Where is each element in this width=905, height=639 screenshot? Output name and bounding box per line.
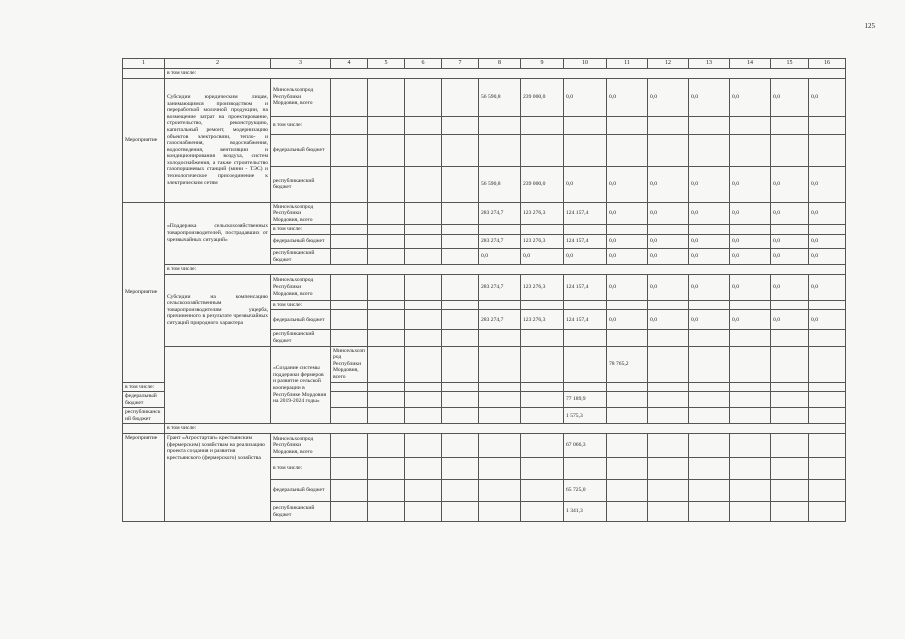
measure-description: Субсидии юридическим лицам, занимающимся производством и переработкой молочной продукции, на возмещение затрат на проектирование, строительство, реконструкцию, капитальный ремонт, модернизацию объектов электросвязи, тепло- и газоснабжения, водоснабжения, водоотведения, вентиляции и кондиционирования воздуха, систем холодоснабжения, а также строительство газопоршневых станций (мини - ТЭС) и технологическое присоединение к электрическим сетям: [165, 78, 271, 202]
funding-source: Минсельхозпрод Республики Мордовия, всего: [271, 202, 331, 225]
value-cell: 0,0: [730, 248, 771, 264]
funding-source: в том числе:: [271, 300, 331, 310]
funding-source: Минсельхозпрод Республики Мордовия, всего: [271, 274, 331, 300]
funding-source: республиканский бюджет: [271, 330, 331, 346]
value-cell: 0,0: [689, 310, 730, 330]
table-row: [123, 346, 846, 382]
value-cell: 0,0: [730, 202, 771, 225]
value-cell: 0,0: [689, 202, 730, 225]
value-cell: 0,0: [771, 310, 809, 330]
measure-description: Грант «Агростартап» крестьянским (фермерским) хозяйствам на реализацию проекта создания и развития крестьянского (фермерского) хозяйства: [165, 434, 271, 522]
value-cell: 0,0: [648, 78, 689, 116]
col-header: 10: [564, 59, 607, 69]
value-cell: 124 157,4: [564, 310, 607, 330]
value-cell: 0,0: [648, 274, 689, 300]
col-header: 15: [771, 59, 809, 69]
value-cell: 0,0: [564, 78, 607, 116]
value-cell: 56 590,8: [479, 166, 521, 202]
funding-source: федеральный бюджет: [271, 134, 331, 166]
table-row: [123, 424, 846, 434]
value-cell: 78 765,2: [607, 346, 648, 382]
col-header: 5: [368, 59, 405, 69]
value-cell: 239 000,0: [521, 166, 564, 202]
value-cell: 0,0: [730, 166, 771, 202]
measure-description: «Поддержка сельскохозяйственных товаропроизводителей, пострадавших от чрезвычайных ситуаций»: [165, 202, 271, 265]
page-number: 125: [864, 22, 875, 30]
funding-source: федеральный бюджет: [123, 392, 165, 408]
value-cell: 0,0: [564, 248, 607, 264]
value-cell: 0,0: [564, 166, 607, 202]
col-header: 13: [689, 59, 730, 69]
col-header: 7: [442, 59, 479, 69]
value-cell: 0,0: [607, 248, 648, 264]
funding-source: республиканский бюджет: [271, 166, 331, 202]
funding-source: республиканский бюджет: [123, 408, 165, 424]
value-cell: 0,0: [607, 310, 648, 330]
value-cell: 0,0: [521, 248, 564, 264]
funding-source: в том числе:: [123, 382, 165, 392]
value-cell: 0,0: [771, 248, 809, 264]
value-cell: 0,0: [730, 234, 771, 248]
value-cell: 0,0: [607, 202, 648, 225]
value-cell: 123 276,3: [521, 234, 564, 248]
value-cell: 0,0: [689, 248, 730, 264]
measure-description: «Создание системы поддержки фермеров и развитие сельской кооперации в Республике Мордовия на 2019-2024 годы»: [271, 346, 331, 424]
value-cell: 0,0: [809, 310, 846, 330]
value-cell: 0,0: [689, 166, 730, 202]
value-cell: 0,0: [648, 310, 689, 330]
value-cell: 1 575,3: [564, 408, 607, 424]
table-row: [123, 202, 846, 225]
value-cell: 123 276,3: [521, 202, 564, 225]
funding-source: федеральный бюджет: [271, 480, 331, 502]
value-cell: 123 276,3: [521, 310, 564, 330]
col-header: 9: [521, 59, 564, 69]
table-row: [123, 69, 846, 79]
value-cell: 124 157,4: [564, 274, 607, 300]
row-type: Мероприятие: [123, 78, 165, 202]
value-cell: 0,0: [771, 202, 809, 225]
value-cell: 124 157,4: [564, 234, 607, 248]
value-cell: 0,0: [607, 166, 648, 202]
value-cell: 0,0: [771, 234, 809, 248]
value-cell: 283 274,7: [479, 274, 521, 300]
col-header: 16: [809, 59, 846, 69]
table-row: [123, 78, 846, 116]
header-row: [123, 59, 846, 69]
in-that-label: в том числе:: [165, 424, 846, 434]
value-cell: 0,0: [648, 166, 689, 202]
col-header: 6: [405, 59, 442, 69]
row-type: Мероприятие: [123, 434, 165, 522]
funding-source: федеральный бюджет: [271, 310, 331, 330]
value-cell: 0,0: [689, 78, 730, 116]
col-header: 4: [331, 59, 368, 69]
funding-source: в том числе:: [271, 225, 331, 235]
funding-source: Минсельхозпрод Республики Мордовия, всего: [271, 78, 331, 116]
funding-source: федеральный бюджет: [271, 234, 331, 248]
measure-description: Субсидии на компенсацию сельскохозяйственным товаропроизводителям ущерба, причиненного в результате чрезвычайных ситуаций природного характера: [165, 274, 271, 346]
col-header: 12: [648, 59, 689, 69]
funding-source: в том числе:: [271, 458, 331, 480]
row-type: Мероприятие: [123, 202, 165, 382]
value-cell: 0,0: [689, 234, 730, 248]
value-cell: 0,0: [648, 234, 689, 248]
col-header: 1: [123, 59, 165, 69]
value-cell: 0,0: [771, 78, 809, 116]
value-cell: 0,0: [730, 274, 771, 300]
value-cell: 283 274,7: [479, 234, 521, 248]
value-cell: 0,0: [771, 274, 809, 300]
value-cell: 123 276,3: [521, 274, 564, 300]
value-cell: 0,0: [607, 78, 648, 116]
value-cell: 0,0: [809, 78, 846, 116]
value-cell: 0,0: [689, 274, 730, 300]
value-cell: 283 274,7: [479, 202, 521, 225]
value-cell: 0,0: [809, 202, 846, 225]
col-header: 8: [479, 59, 521, 69]
col-header: 2: [165, 59, 271, 69]
value-cell: 0,0: [730, 310, 771, 330]
value-cell: 239 000,0: [521, 78, 564, 116]
col-header: 3: [271, 59, 331, 69]
value-cell: 0,0: [730, 78, 771, 116]
value-cell: 0,0: [479, 248, 521, 264]
budget-table: [122, 58, 846, 522]
funding-source: в том числе:: [271, 116, 331, 134]
in-that-label: в том числе:: [165, 69, 846, 79]
table-row: [123, 265, 846, 275]
value-cell: 124 157,4: [564, 202, 607, 225]
value-cell: 65 725,0: [564, 480, 607, 502]
value-cell: 67 066,3: [564, 434, 607, 458]
col-header: 11: [607, 59, 648, 69]
value-cell: 283 274,7: [479, 310, 521, 330]
value-cell: 56 590,8: [479, 78, 521, 116]
value-cell: 0,0: [607, 274, 648, 300]
table-row: [123, 434, 846, 458]
value-cell: 0,0: [607, 234, 648, 248]
value-cell: 0,0: [809, 248, 846, 264]
value-cell: 0,0: [809, 274, 846, 300]
funding-source: республиканский бюджет: [271, 248, 331, 264]
funding-source: Минсельхозпрод Республики Мордовия, всего: [331, 346, 368, 382]
funding-source: республиканский бюджет: [271, 502, 331, 522]
value-cell: 0,0: [771, 166, 809, 202]
value-cell: 0,0: [809, 166, 846, 202]
in-that-label: в том числе:: [165, 265, 846, 275]
value-cell: 0,0: [648, 202, 689, 225]
col-header: 14: [730, 59, 771, 69]
value-cell: 1 341,3: [564, 502, 607, 522]
value-cell: 0,0: [648, 248, 689, 264]
table-row: [123, 274, 846, 300]
value-cell: 0,0: [809, 234, 846, 248]
funding-source: Минсельхозпрод Республики Мордовия, всего: [271, 434, 331, 458]
value-cell: 77 189,9: [564, 392, 607, 408]
